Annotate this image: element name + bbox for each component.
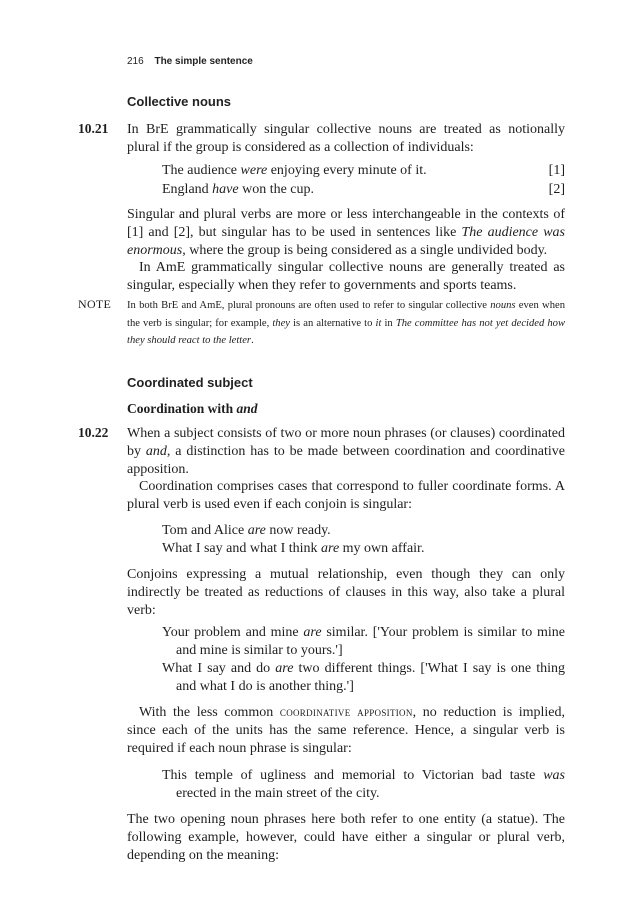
coordinated-paragraph-3: Conjoins expressing a mutual relationship, even though they can only indirectly be treated as reductions of clauses in this way, also take a plural verb: — [127, 567, 565, 618]
example-row: Tom and Alice are now ready. — [162, 523, 331, 538]
example-row: What I say and do are two different things. ['What I say is one thing and what I do is another thing.'] — [162, 661, 566, 694]
coordinated-paragraph-2: Coordination comprises cases that correspond to fuller coordinate forms. A plural verb is used even if each conjoin is singular: — [127, 479, 565, 512]
example-row: Your problem and mine are similar. ['Your problem is similar to mine and mine is similar to yours.'] — [162, 625, 565, 658]
note-label: NOTE — [78, 297, 112, 311]
example-text: The audience were enjoying every minute of it. — [162, 163, 427, 178]
coordinated-paragraph-5: The two opening noun phrases here both refer to one entity (a statue). The following example, however, could have either a singular or plural verb, depending on the meaning: — [127, 812, 565, 863]
running-head-title: The simple sentence — [154, 56, 253, 67]
subheading-coordination-with-and: Coordination with and — [127, 401, 258, 416]
section-number-10-21: 10.21 — [78, 121, 109, 136]
heading-collective-nouns: Collective nouns — [127, 94, 232, 109]
collective-intro-paragraph: In BrE grammatically singular collective nouns are treated as notionally plural if the group is considered as a collection of individuals: — [127, 122, 565, 155]
running-head — [127, 56, 253, 67]
section-number-10-22: 10.22 — [78, 425, 109, 440]
example-row: What I say and what I think are my own affair. — [162, 541, 425, 556]
page-number: 216 — [127, 56, 144, 67]
example-number: [2] — [548, 182, 565, 197]
heading-coordinated-subject: Coordinated subject — [127, 375, 253, 390]
example-row — [162, 162, 565, 180]
collective-paragraph-2: Singular and plural verbs are more or less interchangeable in the contexts of [1] and [2], but singular has to be used in sentences like The audience was enormous, where the group is being considered as a single undivided body. — [127, 207, 565, 258]
coordinated-paragraph-1: When a subject consists of two or more noun phrases (or clauses) coordinated by and, a distinction has to be made between coordination and coordinative apposition. — [127, 426, 566, 477]
coordinated-paragraph-4: With the less common coordinative apposition, no reduction is implied, since each of the units has the same reference. Hence, a singular verb is required if each noun phrase is singular: — [127, 704, 566, 756]
example-number: [1] — [548, 163, 565, 178]
example-text: England have won the cup. — [162, 182, 315, 197]
note-text: In both BrE and AmE, plural pronouns are often used to refer to singular collective nouns even when the verb is singular; for example, they is an alternative to it in The committee has not yet decided how they should react to the letter. — [127, 300, 566, 347]
example-row — [162, 181, 565, 199]
collective-paragraph-3: In AmE grammatically singular collective nouns are generally treated as singular, especially when they refer to governments and sports teams. — [127, 260, 565, 293]
example-row: This temple of ugliness and memorial to Victorian bad taste was erected in the main street of the city. — [162, 768, 565, 801]
